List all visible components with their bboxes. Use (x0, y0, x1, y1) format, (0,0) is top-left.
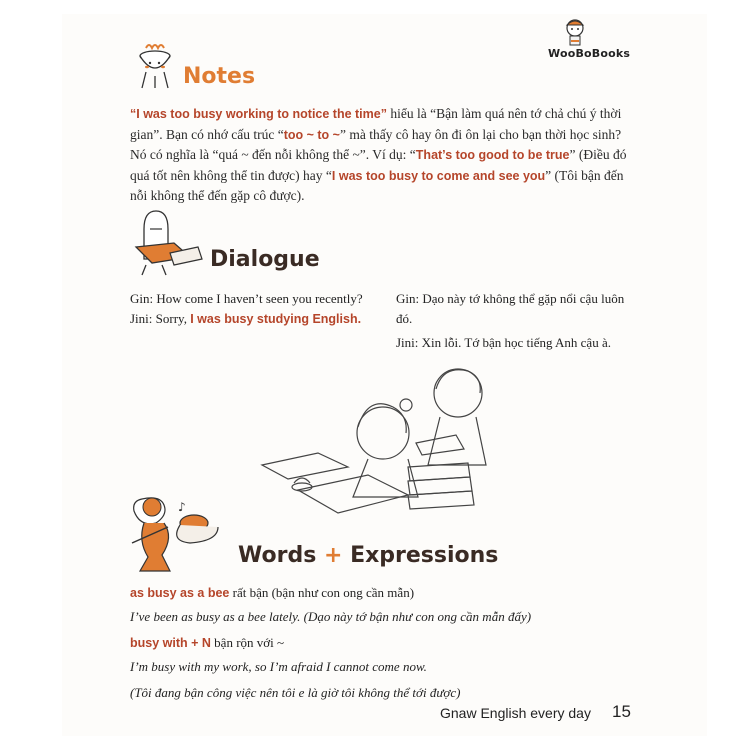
expression-2-key: busy with + N (130, 636, 211, 650)
svg-text:♪: ♪ (178, 500, 186, 514)
example-1: I’ve been as busy as a bee lately. (Dạo này tớ bận như con ong cần mẫn đấy) (130, 609, 532, 624)
dialogue-highlight: I was busy studying English. (190, 312, 362, 326)
words-heading-plus: + (316, 543, 351, 568)
dialogue-line-gin-vi: Gin: Dạo này tớ không thể gặp nổi cậu luôn đó. (396, 291, 625, 326)
notes-text-2: ” mà thấy cô hay ôn đi ôn lại cho bạn thời học sinh? Nó có nghĩa là “quá ~ đến nỗi không thể ~”. Ví dụ: “ (130, 126, 622, 162)
dialogue-line-jini-en (130, 309, 390, 329)
dialogue-vietnamese (396, 289, 626, 353)
notes-highlight-1: “I was too busy working to notice the time” (130, 107, 387, 121)
expression-1-key: as busy as a bee (130, 586, 230, 600)
dialogue-line-gin-en: Gin: How come I haven’t seen you recently? (130, 291, 363, 306)
notes-text-1: hiểu là “Bận làm quá nên tớ chả chú ý thời gian”. Bạn có nhớ cấu trúc “ (130, 106, 622, 142)
dialogue-line-jini-vi: Jini: Xin lỗi. Tớ bận học tiếng Anh cậu à. (396, 335, 611, 350)
studying-illustration (258, 355, 508, 525)
words-heading-a: Words (238, 543, 317, 568)
expression-2 (130, 633, 650, 653)
brand-label: WooBoBooks (548, 47, 631, 60)
expression-1 (130, 583, 650, 603)
notes-heading: Notes (183, 64, 256, 89)
expression-2-meaning: bận rộn với ~ (210, 635, 285, 650)
example-2-translation: (Tôi đang bận công việc nên tôi e là giờ tôi không thể tới được) (130, 685, 461, 700)
book-character-icon (130, 207, 208, 277)
expression-1-meaning: rất bận (bận như con ong cần mẫn) (229, 585, 415, 600)
egg-guitar-icon (130, 497, 222, 577)
notes-text-3: ” (Điều đó quá tốt nên không thể tin được) hay “ (130, 147, 627, 183)
notes-highlight-3: That’s too good to be true (415, 148, 570, 162)
dialogue-jini-prefix: Jini: Sorry, (130, 311, 191, 326)
notes-highlight-4: I was too busy to come and see you (331, 168, 546, 183)
mascot-icon (558, 16, 592, 48)
dialogue-heading: Dialogue (210, 247, 320, 272)
page-number: 15 (612, 702, 631, 721)
dialogue-english (130, 289, 390, 329)
words-heading-b: Expressions (350, 543, 499, 568)
grill-icon (132, 38, 178, 90)
footer-title: Gnaw English every day (440, 705, 591, 721)
words-heading (238, 543, 498, 568)
notes-text-4: ” (Tôi bận đến nỗi không thể đến gặp cô được). (130, 167, 624, 203)
words-list (130, 583, 650, 703)
notes-paragraph (130, 104, 640, 206)
example-2: I’m busy with my work, so I’m afraid I cannot come now. (130, 659, 427, 674)
notes-highlight-2: too ~ to ~ (283, 127, 340, 142)
